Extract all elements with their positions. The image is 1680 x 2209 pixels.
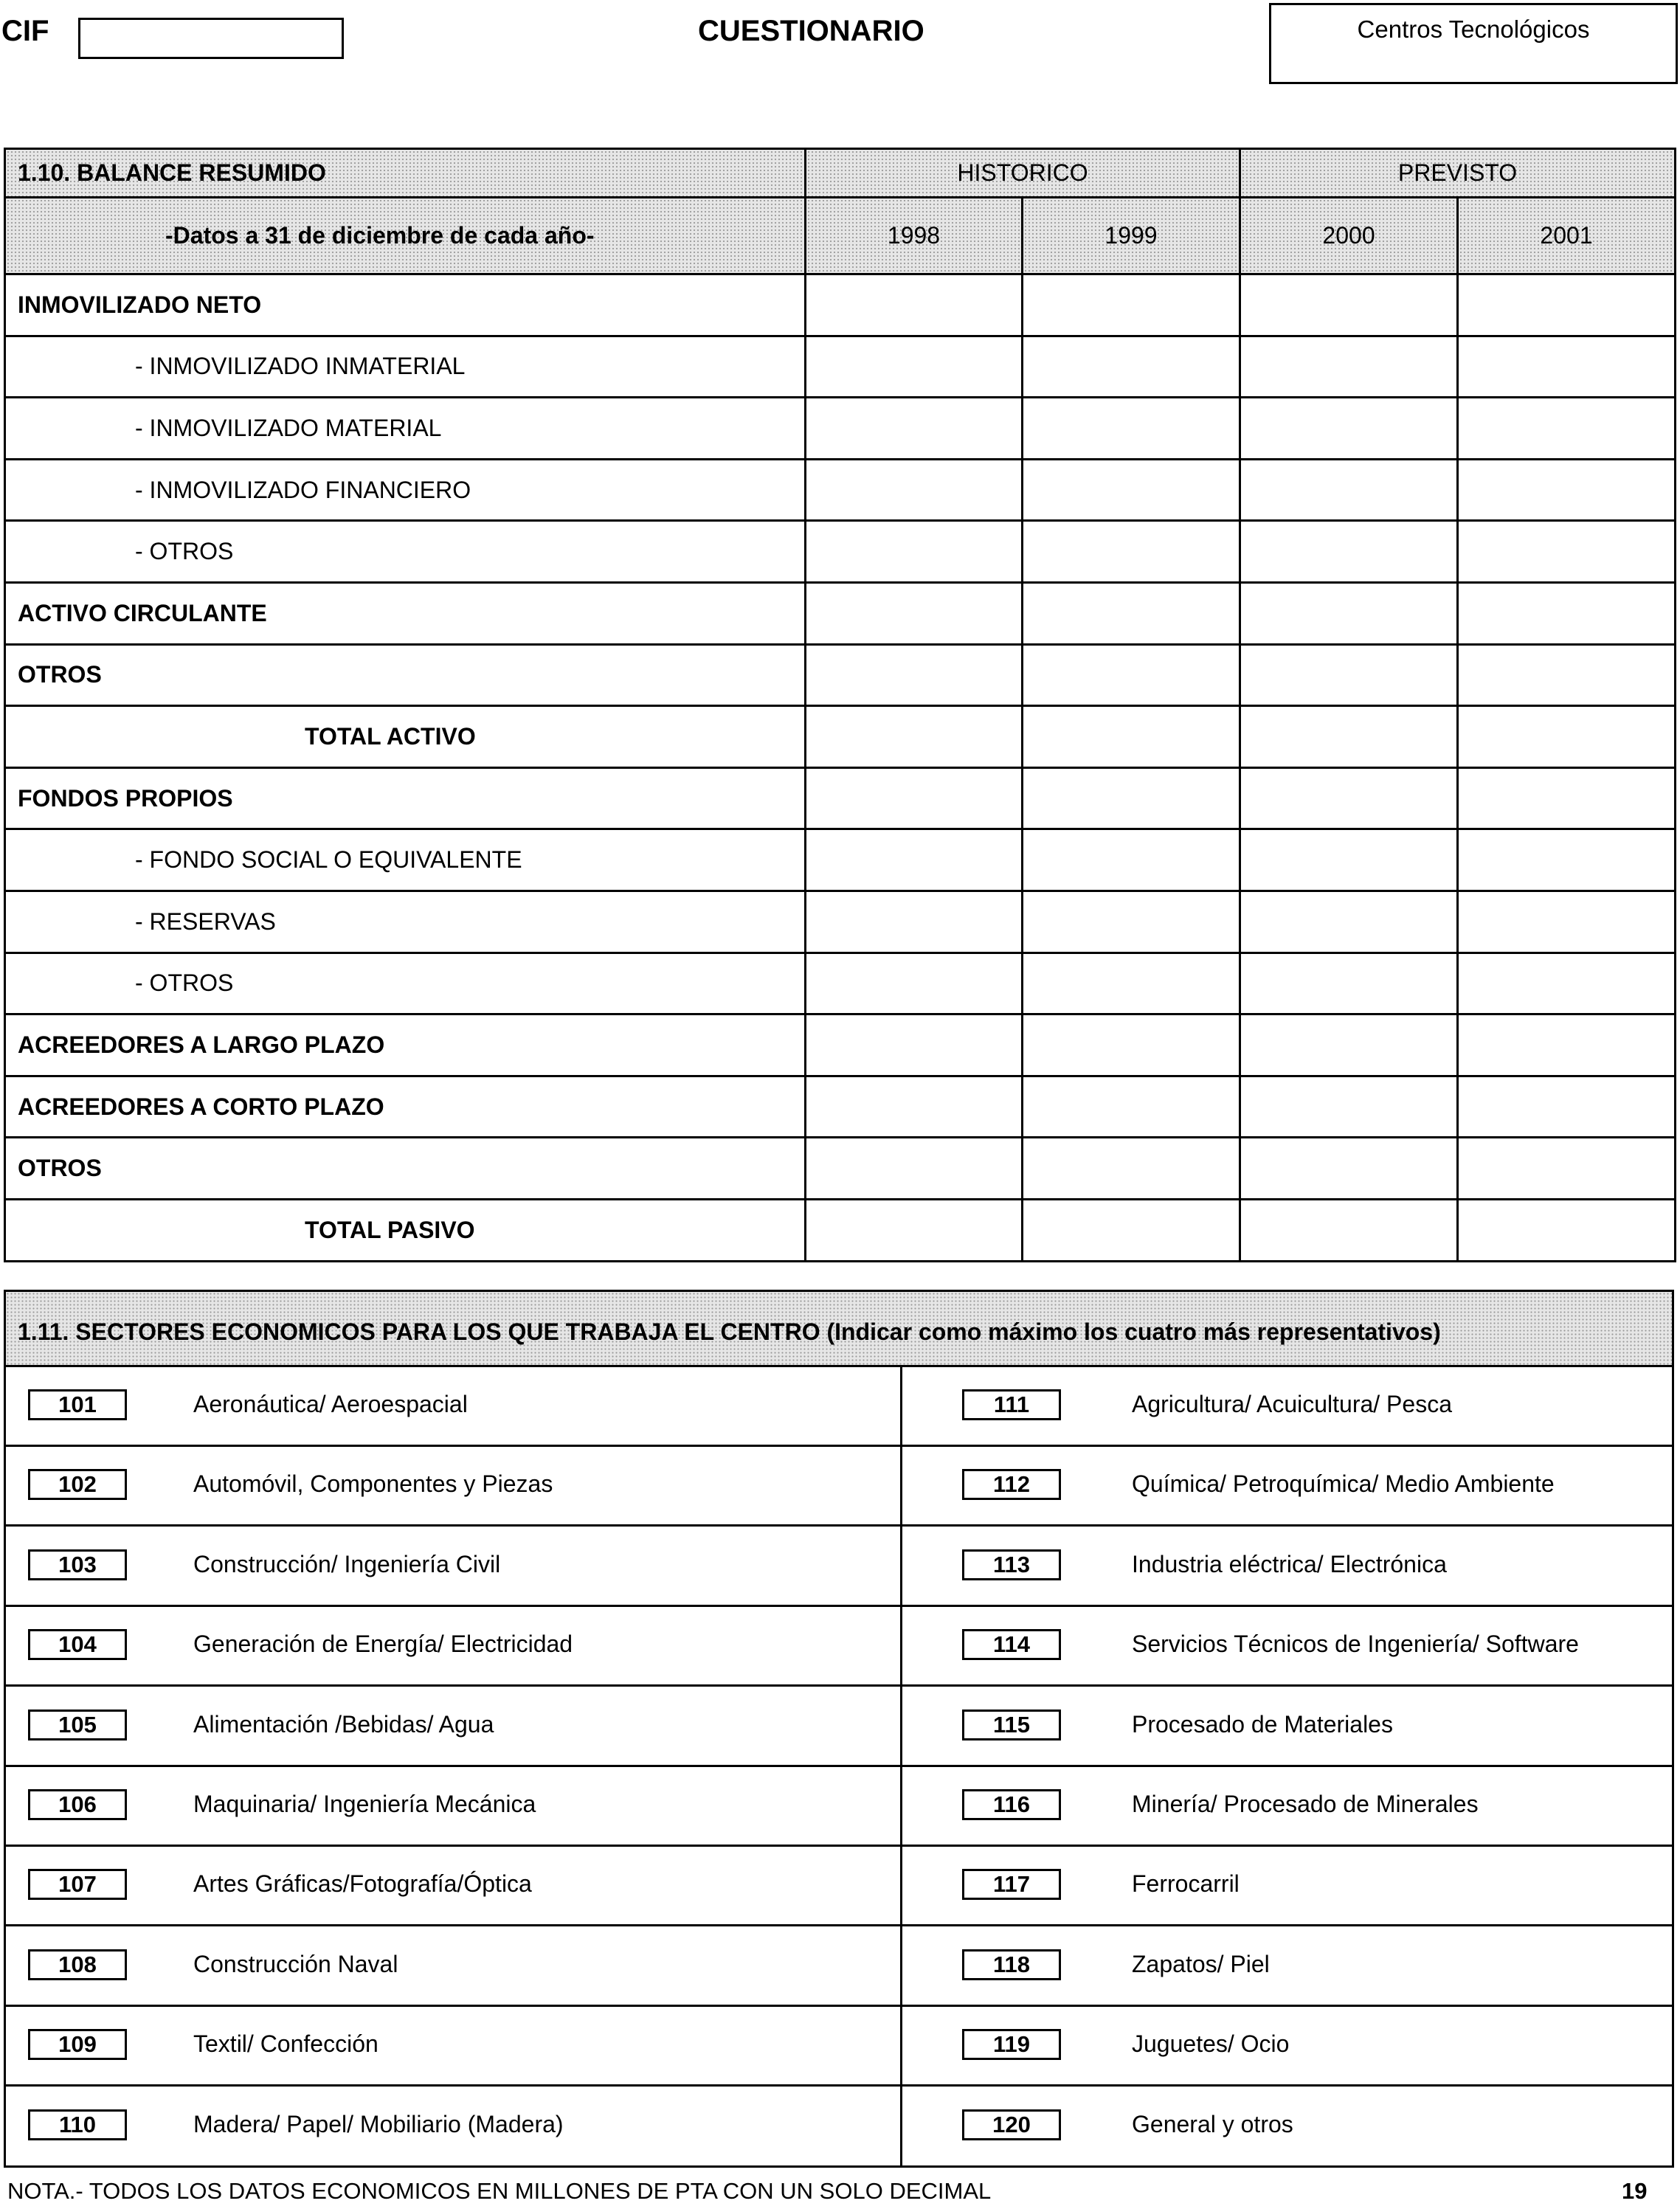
sector-label: Ferrocarril xyxy=(1132,1870,1240,1898)
sector-label: Construcción Naval xyxy=(193,1950,398,1977)
balance-value-cell[interactable] xyxy=(1458,582,1676,644)
balance-value-cell[interactable] xyxy=(806,891,1023,953)
balance-value-cell[interactable] xyxy=(806,582,1023,644)
sector-code-checkbox[interactable]: 119 xyxy=(962,2029,1061,2060)
balance-value-cell[interactable] xyxy=(1458,829,1676,891)
sector-row xyxy=(6,1527,1672,1607)
sector-label: Madera/ Papel/ Mobiliario (Madera) xyxy=(193,2110,564,2137)
sector-code-checkbox[interactable]: 120 xyxy=(962,2109,1061,2140)
sector-code-checkbox[interactable]: 117 xyxy=(962,1869,1061,1900)
balance-section-title: 1.10. BALANCE RESUMIDO xyxy=(5,149,806,198)
sector-label: Automóvil, Componentes y Piezas xyxy=(193,1470,553,1498)
balance-row-label: - RESERVAS xyxy=(5,891,806,953)
balance-row-label: OTROS xyxy=(5,644,806,706)
balance-value-cell[interactable] xyxy=(1240,459,1458,521)
balance-row xyxy=(5,706,1676,768)
balance-value-cell[interactable] xyxy=(1023,521,1240,583)
sector-code-checkbox[interactable]: 114 xyxy=(962,1629,1061,1660)
balance-value-cell[interactable] xyxy=(1458,767,1676,829)
balance-value-cell[interactable] xyxy=(1458,336,1676,398)
sector-code-checkbox[interactable]: 116 xyxy=(962,1789,1061,1820)
sector-row xyxy=(6,1767,1672,1847)
balance-value-cell[interactable] xyxy=(1458,459,1676,521)
balance-row xyxy=(5,1076,1676,1138)
balance-value-cell[interactable] xyxy=(806,398,1023,460)
sector-code-checkbox[interactable]: 103 xyxy=(28,1549,127,1580)
sector-code-checkbox[interactable]: 109 xyxy=(28,2029,127,2060)
balance-table xyxy=(4,148,1676,1262)
balance-value-cell[interactable] xyxy=(1458,891,1676,953)
group-previsto: PREVISTO xyxy=(1240,149,1676,198)
balance-value-cell[interactable] xyxy=(1240,521,1458,583)
sector-label: Industria eléctrica/ Electrónica xyxy=(1132,1550,1447,1577)
footer-note: NOTA.- TODOS LOS DATOS ECONOMICOS EN MILLONES DE PTA CON UN SOLO DECIMAL xyxy=(7,2178,992,2204)
sector-label: Aeronáutica/ Aeroespacial xyxy=(193,1391,468,1417)
balance-row-label: ACREEDORES A CORTO PLAZO xyxy=(5,1076,806,1138)
balance-row xyxy=(5,767,1676,829)
year-header: 1999 xyxy=(1023,198,1240,274)
balance-value-cell[interactable] xyxy=(1240,829,1458,891)
year-header: 2001 xyxy=(1458,198,1676,274)
balance-value-cell[interactable] xyxy=(1023,1138,1240,1200)
cif-input[interactable] xyxy=(78,18,344,59)
balance-row-label: - OTROS xyxy=(5,953,806,1014)
balance-value-cell[interactable] xyxy=(1023,582,1240,644)
balance-value-cell[interactable] xyxy=(1023,767,1240,829)
sector-label: Agricultura/ Acuicultura/ Pesca xyxy=(1132,1391,1452,1417)
balance-row-label: ACREEDORES A LARGO PLAZO xyxy=(5,1014,806,1076)
balance-value-cell[interactable] xyxy=(1240,582,1458,644)
balance-row xyxy=(5,644,1676,706)
balance-value-cell[interactable] xyxy=(806,459,1023,521)
balance-value-cell[interactable] xyxy=(1023,274,1240,336)
sector-label: Servicios Técnicos de Ingeniería/ Software xyxy=(1132,1631,1579,1658)
sector-label: Generación de Energía/ Electricidad xyxy=(193,1631,573,1658)
balance-value-cell[interactable] xyxy=(1240,336,1458,398)
balance-row xyxy=(5,1199,1676,1261)
balance-value-cell[interactable] xyxy=(806,1199,1023,1261)
balance-row xyxy=(5,891,1676,953)
balance-value-cell[interactable] xyxy=(1240,1076,1458,1138)
centro-type-label: Centros Tecnológicos xyxy=(1357,15,1590,43)
balance-value-cell[interactable] xyxy=(1458,953,1676,1014)
balance-row-label: TOTAL PASIVO xyxy=(5,1199,806,1261)
sector-row xyxy=(6,1847,1672,1926)
balance-row xyxy=(5,336,1676,398)
balance-value-cell[interactable] xyxy=(1240,706,1458,768)
sector-label: General y otros xyxy=(1132,2110,1293,2137)
balance-value-cell[interactable] xyxy=(1458,521,1676,583)
balance-row xyxy=(5,582,1676,644)
page-number: 19 xyxy=(1622,2178,1648,2204)
balance-row-label: INMOVILIZADO NETO xyxy=(5,274,806,336)
balance-row xyxy=(5,521,1676,583)
balance-value-cell[interactable] xyxy=(1240,1014,1458,1076)
sectores-section-title: 1.11. SECTORES ECONOMICOS PARA LOS QUE TRABAJA EL CENTRO (Indicar como máximo los cuatro más representativos) xyxy=(18,1318,1441,1345)
balance-value-cell[interactable] xyxy=(806,1138,1023,1200)
year-header: 2000 xyxy=(1240,198,1458,274)
balance-value-cell[interactable] xyxy=(1240,1199,1458,1261)
sector-code-checkbox[interactable]: 111 xyxy=(962,1389,1061,1420)
balance-row-label: - INMOVILIZADO FINANCIERO xyxy=(5,459,806,521)
balance-row xyxy=(5,1014,1676,1076)
balance-row-label: - INMOVILIZADO MATERIAL xyxy=(5,398,806,460)
balance-value-cell[interactable] xyxy=(1240,891,1458,953)
balance-value-cell[interactable] xyxy=(1240,953,1458,1014)
sector-label: Juguetes/ Ocio xyxy=(1132,2030,1290,2058)
sector-label: Artes Gráficas/Fotografía/Óptica xyxy=(193,1870,532,1898)
balance-value-cell[interactable] xyxy=(806,953,1023,1014)
balance-row-label: - FONDO SOCIAL O EQUIVALENTE xyxy=(5,829,806,891)
group-historico: HISTORICO xyxy=(806,149,1240,198)
balance-row xyxy=(5,459,1676,521)
balance-value-cell[interactable] xyxy=(1458,1199,1676,1261)
balance-value-cell[interactable] xyxy=(1458,274,1676,336)
balance-value-cell[interactable] xyxy=(1023,1199,1240,1261)
balance-row xyxy=(5,1138,1676,1200)
sector-code-checkbox[interactable]: 112 xyxy=(962,1469,1061,1500)
balance-value-cell[interactable] xyxy=(1023,829,1240,891)
balance-value-cell[interactable] xyxy=(1458,1138,1676,1200)
balance-value-cell[interactable] xyxy=(806,706,1023,768)
sector-label: Procesado de Materiales xyxy=(1132,1710,1393,1738)
balance-value-cell[interactable] xyxy=(1240,644,1458,706)
balance-row-label: FONDOS PROPIOS xyxy=(5,767,806,829)
sector-code-checkbox[interactable]: 115 xyxy=(962,1710,1061,1740)
balance-row xyxy=(5,953,1676,1014)
sector-label: Textil/ Confección xyxy=(193,2030,378,2058)
sector-label: Construcción/ Ingeniería Civil xyxy=(193,1550,501,1577)
sector-code-checkbox[interactable]: 108 xyxy=(28,1949,127,1980)
balance-value-cell[interactable] xyxy=(806,644,1023,706)
page-title: CUESTIONARIO xyxy=(698,15,924,47)
sector-code-checkbox[interactable]: 107 xyxy=(28,1869,127,1900)
sector-label: Química/ Petroquímica/ Medio Ambiente xyxy=(1132,1470,1555,1498)
balance-value-cell[interactable] xyxy=(1023,336,1240,398)
sector-row xyxy=(6,1607,1672,1687)
balance-value-cell[interactable] xyxy=(1023,398,1240,460)
sector-code-checkbox[interactable]: 118 xyxy=(962,1949,1061,1980)
sector-label: Alimentación /Bebidas/ Agua xyxy=(193,1710,494,1738)
balance-subtitle: -Datos a 31 de diciembre de cada año- xyxy=(5,198,806,274)
balance-value-cell[interactable] xyxy=(1240,1138,1458,1200)
sector-row xyxy=(6,1367,1672,1447)
balance-row-label: - OTROS xyxy=(5,521,806,583)
centro-type-box xyxy=(1269,3,1678,84)
balance-value-cell[interactable] xyxy=(806,1076,1023,1138)
balance-row-label: OTROS xyxy=(5,1138,806,1200)
balance-value-cell[interactable] xyxy=(1023,891,1240,953)
balance-value-cell[interactable] xyxy=(1023,1076,1240,1138)
balance-row-label: TOTAL ACTIVO xyxy=(5,706,806,768)
sector-code-checkbox[interactable]: 113 xyxy=(962,1549,1061,1580)
balance-row xyxy=(5,829,1676,891)
sector-row xyxy=(6,1687,1672,1767)
balance-value-cell[interactable] xyxy=(1458,398,1676,460)
balance-row-label: ACTIVO CIRCULANTE xyxy=(5,582,806,644)
balance-value-cell[interactable] xyxy=(806,521,1023,583)
balance-value-cell[interactable] xyxy=(1023,706,1240,768)
balance-value-cell[interactable] xyxy=(1023,1014,1240,1076)
sector-code-checkbox[interactable]: 102 xyxy=(28,1469,127,1500)
sectores-header xyxy=(6,1292,1672,1367)
balance-value-cell[interactable] xyxy=(806,829,1023,891)
balance-value-cell[interactable] xyxy=(806,767,1023,829)
sector-row xyxy=(6,1927,1672,2007)
balance-value-cell[interactable] xyxy=(806,1014,1023,1076)
balance-row-label: - INMOVILIZADO INMATERIAL xyxy=(5,336,806,398)
balance-value-cell[interactable] xyxy=(1458,1014,1676,1076)
sector-code-checkbox[interactable]: 104 xyxy=(28,1629,127,1660)
balance-value-cell[interactable] xyxy=(1240,274,1458,336)
sectores-section xyxy=(4,1290,1674,2168)
balance-value-cell[interactable] xyxy=(1240,398,1458,460)
sector-row xyxy=(6,1447,1672,1527)
cif-label: CIF xyxy=(1,15,49,47)
balance-value-cell[interactable] xyxy=(806,336,1023,398)
year-header: 1998 xyxy=(806,198,1023,274)
balance-value-cell[interactable] xyxy=(806,274,1023,336)
balance-value-cell[interactable] xyxy=(1023,459,1240,521)
balance-value-cell[interactable] xyxy=(1023,953,1240,1014)
sector-code-checkbox[interactable]: 101 xyxy=(28,1389,127,1420)
balance-row xyxy=(5,398,1676,460)
balance-value-cell[interactable] xyxy=(1458,1076,1676,1138)
sector-label: Maquinaria/ Ingeniería Mecánica xyxy=(193,1791,536,1817)
balance-value-cell[interactable] xyxy=(1458,706,1676,768)
sector-row xyxy=(6,2007,1672,2087)
sector-code-checkbox[interactable]: 106 xyxy=(28,1789,127,1820)
sector-code-checkbox[interactable]: 105 xyxy=(28,1710,127,1740)
sector-label: Zapatos/ Piel xyxy=(1132,1950,1270,1977)
balance-row xyxy=(5,274,1676,336)
balance-value-cell[interactable] xyxy=(1023,644,1240,706)
sector-row xyxy=(6,2087,1672,2167)
balance-value-cell[interactable] xyxy=(1458,644,1676,706)
balance-value-cell[interactable] xyxy=(1240,767,1458,829)
sector-label: Minería/ Procesado de Minerales xyxy=(1132,1791,1479,1817)
sector-code-checkbox[interactable]: 110 xyxy=(28,2109,127,2140)
